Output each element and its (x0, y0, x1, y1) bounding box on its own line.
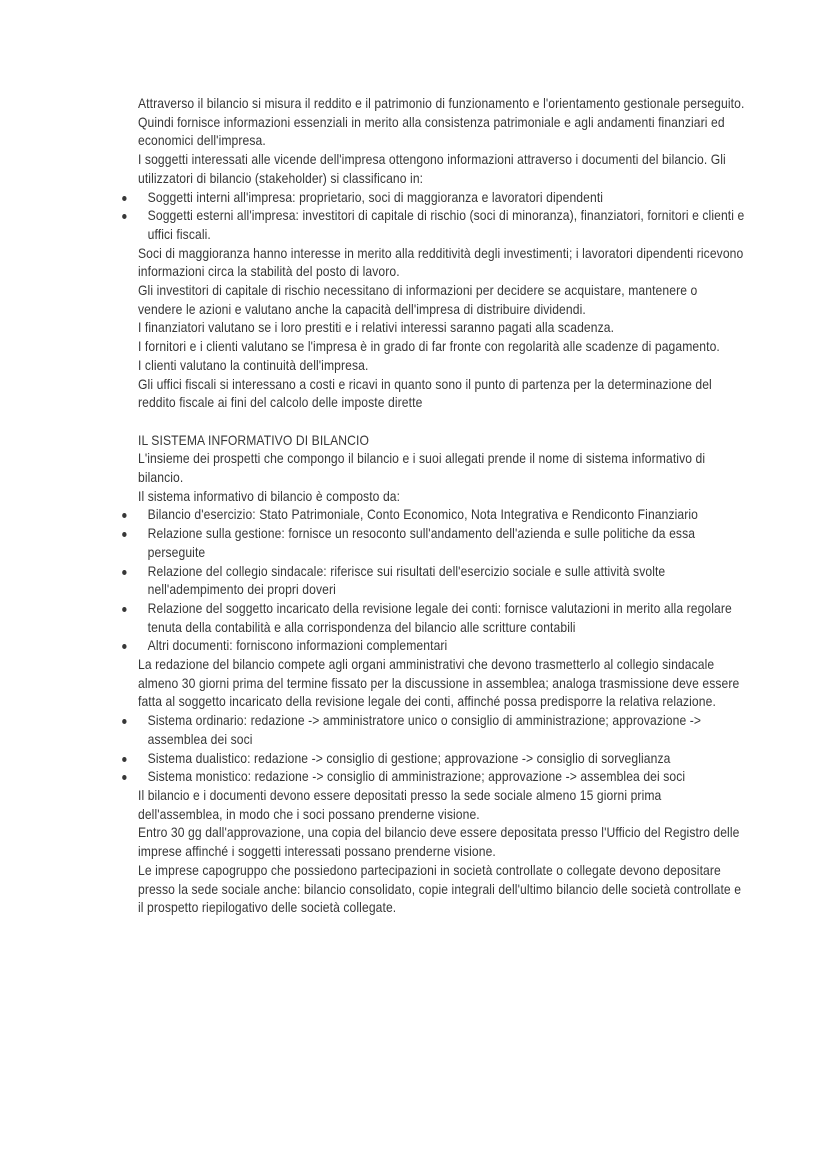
redazione-paragraph: La redazione del bilancio compete agli organi amministrativi che devono trasmetterlo al collegio sindacale almeno 30 giorni prima del termine fissato per la discussione in assemblea; analoga trasmissione deve essere fatta al soggetto incaricato della revisione legale dei conti, affinché possa predisporre la relativa relazione. (138, 657, 740, 710)
list-item: Bilancio d'esercizio: Stato Patrimoniale, Conto Economico, Nota Integrativa e Rendiconto Finanziario (138, 506, 745, 525)
list-item: Sistema monistico: redazione -> consiglio di amministrazione; approvazione -> assemblea dei soci (138, 768, 745, 787)
list-item: Altri documenti: forniscono informazioni complementari (138, 637, 745, 656)
list-item: Soggetti interni all'impresa: proprietario, soci di maggioranza e lavoratori dipendenti (138, 189, 745, 208)
list-item: Relazione del soggetto incaricato della revisione legale dei conti: fornisce valutazioni in merito alla regolare tenuta della contabilità e alla corrispondenza del bilancio alle scritture contabili (138, 600, 745, 637)
section-intro-paragraph-1: L'insieme dei prospetti che compongo il bilancio e i suoi allegati prende il nome di sistema informativo di bilancio. (138, 451, 706, 486)
bilancio-components-list (138, 506, 745, 656)
sistemi-list (138, 712, 745, 787)
list-item: Relazione del collegio sindacale: riferisce sui risultati dell'esercizio sociale e sulle attività svolte nell'adempimento dei propri doveri (138, 563, 745, 600)
document-page (138, 95, 745, 918)
stakeholders-list (138, 189, 745, 245)
list-item: Relazione sulla gestione: fornisce un resoconto sull'andamento dell'azienda e sulle politiche da essa perseguite (138, 525, 745, 562)
deposito-paragraph: Le imprese capogruppo che possiedono partecipazioni in società controllate o collegate devono depositare presso la sede sociale anche: bilancio consolidato, copie integrali dell'ultimo bilancio delle società controllate e il prospetto riepilogativo delle società collegate. (138, 862, 742, 916)
stakeholder-detail-paragraph: Gli uffici fiscali si interessano a costi e ricavi in quanto sono il punto di partenza per la determinazione del reddito fiscale ai fini del calcolo delle imposte dirette (138, 376, 712, 411)
deposito-paragraph: Entro 30 gg dall'approvazione, una copia del bilancio deve essere depositata presso l'Ufficio del Registro delle imprese affinché i soggetti interessati possano prenderne visione. (138, 825, 740, 860)
section-intro-paragraph-2: Il sistema informativo di bilancio è composto da: (138, 488, 401, 504)
deposito-paragraph: Il bilancio e i documenti devono essere depositati presso la sede sociale almeno 15 giorni prima dell'assemblea, in modo che i soci possano prenderne visione. (138, 788, 662, 822)
stakeholder-detail-paragraph: Soci di maggioranza hanno interesse in merito alla redditività degli investimenti; i lavoratori dipendenti ricevono informazioni circa la stabilità del posto di lavoro. (138, 245, 744, 280)
stakeholder-detail-paragraph: Gli investitori di capitale di rischio necessitano di informazioni per decidere se acquistare, mantenere o vendere le azioni e valutano anche la capacità dell'impresa di distribuire dividendi. (138, 283, 698, 317)
section-heading: IL SISTEMA INFORMATIVO DI BILANCIO (138, 432, 370, 448)
list-item: Soggetti esterni all'impresa: investitori di capitale di rischio (soci di minoranza), finanziatori, fornitori e clienti e uffici fiscali. (138, 207, 745, 244)
list-item: Sistema ordinario: redazione -> amministratore unico o consiglio di amministrazione; approvazione -> assemblea dei soci (138, 712, 745, 749)
stakeholder-detail-paragraph: I clienti valutano la continuità dell'impresa. (138, 357, 369, 373)
intro-paragraph-2: I soggetti interessati alle vicende dell'impresa ottengono informazioni attraverso i documenti del bilancio. Gli utilizzatori di bilancio (stakeholder) si classificano in: (138, 152, 726, 186)
intro-paragraph-1: Attraverso il bilancio si misura il reddito e il patrimonio di funzionamento e l'orientamento gestionale perseguito. Quindi fornisce informazioni essenziali in merito alla consistenza patrimoniale e agli andamenti finanziari ed economici dell'impresa. (138, 96, 745, 149)
stakeholder-detail-paragraph: I finanziatori valutano se i loro prestiti e i relativi interessi saranno pagati alla scadenza. (138, 320, 615, 336)
list-item: Sistema dualistico: redazione -> consiglio di gestione; approvazione -> consiglio di sorveglianza (138, 750, 745, 769)
stakeholder-detail-paragraph: I fornitori e i clienti valutano se l'impresa è in grado di far fronte con regolarità alle scadenze di pagamento. (138, 339, 720, 355)
